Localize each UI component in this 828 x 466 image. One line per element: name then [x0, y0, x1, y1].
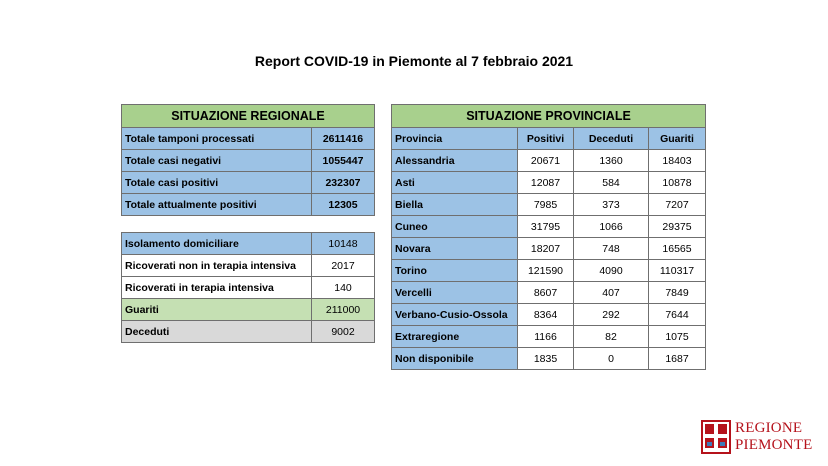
- positivi-value: 31795: [518, 216, 574, 238]
- province-name: Asti: [392, 172, 518, 194]
- deceduti-value: 292: [574, 304, 649, 326]
- province-name: Vercelli: [392, 282, 518, 304]
- row-value: 232307: [312, 172, 375, 194]
- positivi-value: 20671: [518, 150, 574, 172]
- row-value: 1055447: [312, 150, 375, 172]
- positivi-value: 18207: [518, 238, 574, 260]
- table-row: [392, 194, 706, 216]
- table-row: [122, 277, 375, 299]
- deceduti-value: 1066: [574, 216, 649, 238]
- table-row: [122, 299, 375, 321]
- guariti-value: 1687: [649, 348, 706, 370]
- guariti-value: 18403: [649, 150, 706, 172]
- province-name: Torino: [392, 260, 518, 282]
- table-row: [392, 348, 706, 370]
- table-row: [392, 172, 706, 194]
- table-row: [392, 216, 706, 238]
- positivi-value: 8364: [518, 304, 574, 326]
- table-row: [122, 255, 375, 277]
- page-title: Report COVID-19 in Piemonte al 7 febbraio 2021: [254, 53, 574, 69]
- deceduti-value: 1360: [574, 150, 649, 172]
- row-label: Ricoverati in terapia intensiva: [122, 277, 312, 299]
- table-row: [392, 304, 706, 326]
- guariti-value: 1075: [649, 326, 706, 348]
- guariti-value: 16565: [649, 238, 706, 260]
- table-row: [392, 282, 706, 304]
- row-label: Ricoverati non in terapia intensiva: [122, 255, 312, 277]
- regional-detail-table: [121, 232, 375, 343]
- province-name: Extraregione: [392, 326, 518, 348]
- row-value: 10148: [312, 233, 375, 255]
- table-row: [122, 194, 375, 216]
- logo-line-1: REGIONE: [735, 420, 803, 436]
- table-row: [392, 326, 706, 348]
- row-value: 211000: [312, 299, 375, 321]
- deceduti-value: 748: [574, 238, 649, 260]
- positivi-value: 1166: [518, 326, 574, 348]
- province-name: Non disponibile: [392, 348, 518, 370]
- table-row: [122, 128, 375, 150]
- positivi-value: 121590: [518, 260, 574, 282]
- deceduti-value: 82: [574, 326, 649, 348]
- table-row: [392, 260, 706, 282]
- table-row: [122, 172, 375, 194]
- row-label: Guariti: [122, 299, 312, 321]
- table-row: [122, 150, 375, 172]
- row-label: Deceduti: [122, 321, 312, 343]
- regional-summary-table: [121, 104, 375, 216]
- guariti-value: 10878: [649, 172, 706, 194]
- guariti-value: 7849: [649, 282, 706, 304]
- table-row: [122, 321, 375, 343]
- guariti-value: 7207: [649, 194, 706, 216]
- province-name: Novara: [392, 238, 518, 260]
- regional-table-header: SITUAZIONE REGIONALE: [122, 105, 375, 128]
- province-name: Biella: [392, 194, 518, 216]
- province-name: Cuneo: [392, 216, 518, 238]
- provincial-table: [391, 104, 706, 370]
- province-name: Verbano-Cusio-Ossola: [392, 304, 518, 326]
- row-value: 140: [312, 277, 375, 299]
- positivi-value: 8607: [518, 282, 574, 304]
- column-header: Deceduti: [574, 128, 649, 150]
- row-label: Totale casi negativi: [122, 150, 312, 172]
- table-row: [392, 238, 706, 260]
- logo-line-2: PIEMONTE: [735, 437, 813, 453]
- row-label: Totale attualmente positivi: [122, 194, 312, 216]
- positivi-value: 12087: [518, 172, 574, 194]
- table-row: [122, 233, 375, 255]
- row-value: 9002: [312, 321, 375, 343]
- deceduti-value: 0: [574, 348, 649, 370]
- guariti-value: 29375: [649, 216, 706, 238]
- column-header-row: [392, 128, 706, 150]
- row-value: 2017: [312, 255, 375, 277]
- row-value: 12305: [312, 194, 375, 216]
- row-value: 2611416: [312, 128, 375, 150]
- column-header: Provincia: [392, 128, 518, 150]
- deceduti-value: 584: [574, 172, 649, 194]
- piemonte-crest-icon: [701, 420, 731, 454]
- row-label: Totale tamponi processati: [122, 128, 312, 150]
- deceduti-value: 373: [574, 194, 649, 216]
- column-header: Guariti: [649, 128, 706, 150]
- table-row: [392, 150, 706, 172]
- column-header: Positivi: [518, 128, 574, 150]
- deceduti-value: 4090: [574, 260, 649, 282]
- guariti-value: 7644: [649, 304, 706, 326]
- deceduti-value: 407: [574, 282, 649, 304]
- guariti-value: 110317: [649, 260, 706, 282]
- row-label: Totale casi positivi: [122, 172, 312, 194]
- row-label: Isolamento domiciliare: [122, 233, 312, 255]
- positivi-value: 1835: [518, 348, 574, 370]
- provincial-table-header: SITUAZIONE PROVINCIALE: [392, 105, 706, 128]
- positivi-value: 7985: [518, 194, 574, 216]
- province-name: Alessandria: [392, 150, 518, 172]
